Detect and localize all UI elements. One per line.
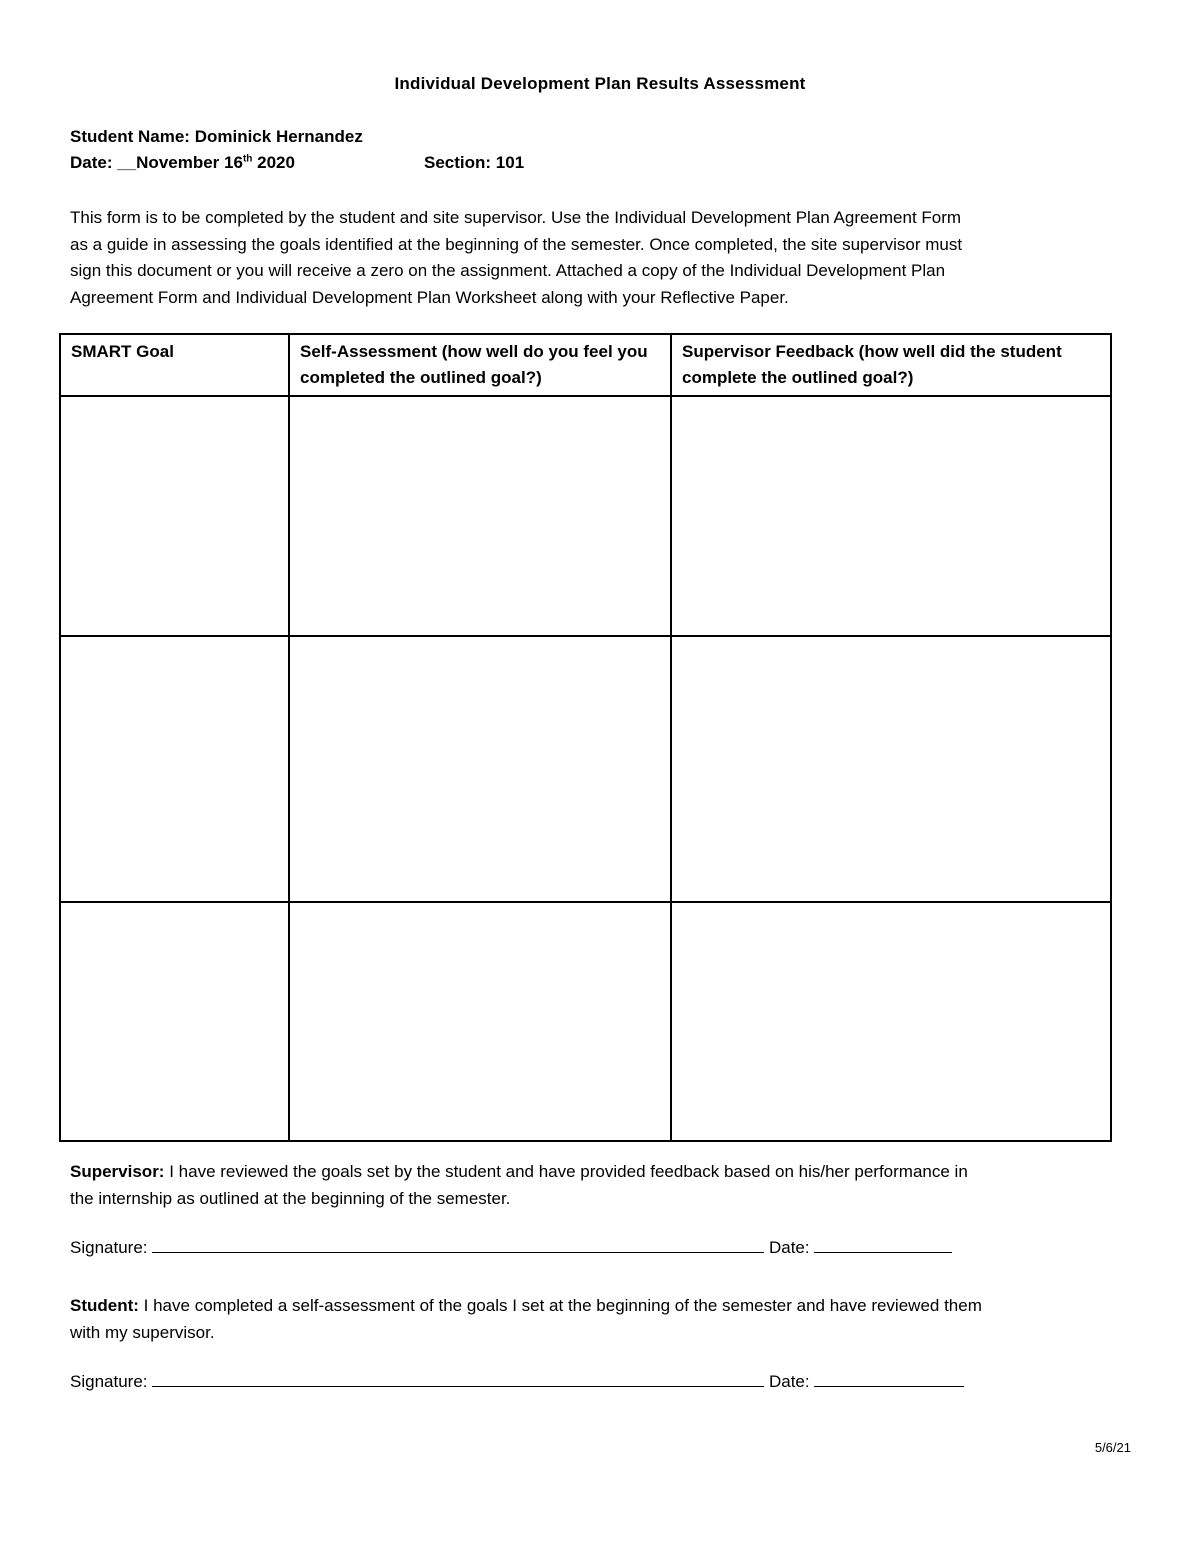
smart-goal-cell[interactable] (60, 636, 289, 902)
supervisor-signature-field[interactable] (152, 1238, 764, 1253)
student-text-2: with my supervisor. (70, 1323, 215, 1342)
date-value-year: 2020 (252, 153, 295, 172)
date-line (70, 153, 295, 173)
supervisor-label: Supervisor: (70, 1162, 165, 1181)
instructions-line: Agreement Form and Individual Development Plan Worksheet along with your Reflective Paper. (70, 287, 789, 307)
header-supervisor-feedback: Supervisor Feedback (how well did the student complete the outlined goal?) (671, 334, 1111, 396)
instructions-line: sign this document or you will receive a zero on the assignment. Attached a copy of the Individual Development Plan (70, 261, 946, 280)
smart-goal-cell[interactable] (60, 902, 289, 1141)
supervisor-statement (70, 1158, 1130, 1212)
date-value-main: __November 16 (117, 153, 243, 172)
supervisor-statement-line (70, 1158, 1130, 1185)
date-value-ordinal: th (242, 153, 253, 165)
student-date-label: Date: (768, 1372, 810, 1391)
self-assessment-cell[interactable] (289, 636, 671, 902)
table-row (60, 902, 1111, 1141)
footer-date: 5/6/21 (1094, 1440, 1131, 1455)
student-statement (70, 1292, 1130, 1346)
supervisor-date-label: Date: (768, 1238, 810, 1257)
smart-goal-cell[interactable] (60, 396, 289, 636)
section-line (424, 153, 524, 173)
section-value: 101 (495, 153, 525, 172)
student-name-label: Student Name: (70, 127, 190, 146)
supervisor-feedback-cell[interactable] (671, 902, 1111, 1141)
supervisor-feedback-cell[interactable] (671, 396, 1111, 636)
supervisor-feedback-cell[interactable] (671, 636, 1111, 902)
student-signature-label: Signature: (70, 1372, 148, 1391)
student-name-line (70, 127, 363, 147)
supervisor-signature-label: Signature: (70, 1238, 148, 1257)
student-name-value: Dominick Hernandez (194, 127, 363, 146)
goals-table (59, 333, 1112, 1142)
self-assessment-cell[interactable] (289, 396, 671, 636)
date-label: Date: (70, 153, 113, 172)
student-label: Student: (70, 1296, 139, 1315)
section-label: Section: (424, 153, 492, 172)
supervisor-text-1: I have reviewed the goals set by the student and have provided feedback based on his/her performance in (164, 1162, 968, 1181)
student-signature-field[interactable] (152, 1372, 764, 1387)
table-row (60, 396, 1111, 636)
instructions-line: This form is to be completed by the student and site supervisor. Use the Individual Development Plan Agreement Form (70, 208, 962, 227)
instructions-paragraph (70, 205, 1130, 311)
student-date-field[interactable] (814, 1372, 964, 1387)
student-statement-line (70, 1292, 1130, 1319)
student-text-1: I have completed a self-assessment of the goals I set at the beginning of the semester and have reviewed them (138, 1296, 982, 1315)
date-value (117, 153, 295, 172)
supervisor-date-field[interactable] (814, 1238, 952, 1253)
header-self-assessment: Self-Assessment (how well do you feel you completed the outlined goal?) (289, 334, 671, 396)
document-title: Individual Development Plan Results Assessment (394, 74, 806, 93)
instructions-line: as a guide in assessing the goals identified at the beginning of the semester. Once completed, the site supervisor must (70, 234, 963, 254)
table-row (60, 636, 1111, 902)
student-signature-row (70, 1372, 964, 1392)
header-smart-goal: SMART Goal (60, 334, 289, 396)
table-header-row (60, 334, 1111, 396)
supervisor-text-2: the internship as outlined at the beginning of the semester. (70, 1189, 511, 1208)
supervisor-signature-row (70, 1238, 952, 1258)
self-assessment-cell[interactable] (289, 902, 671, 1141)
